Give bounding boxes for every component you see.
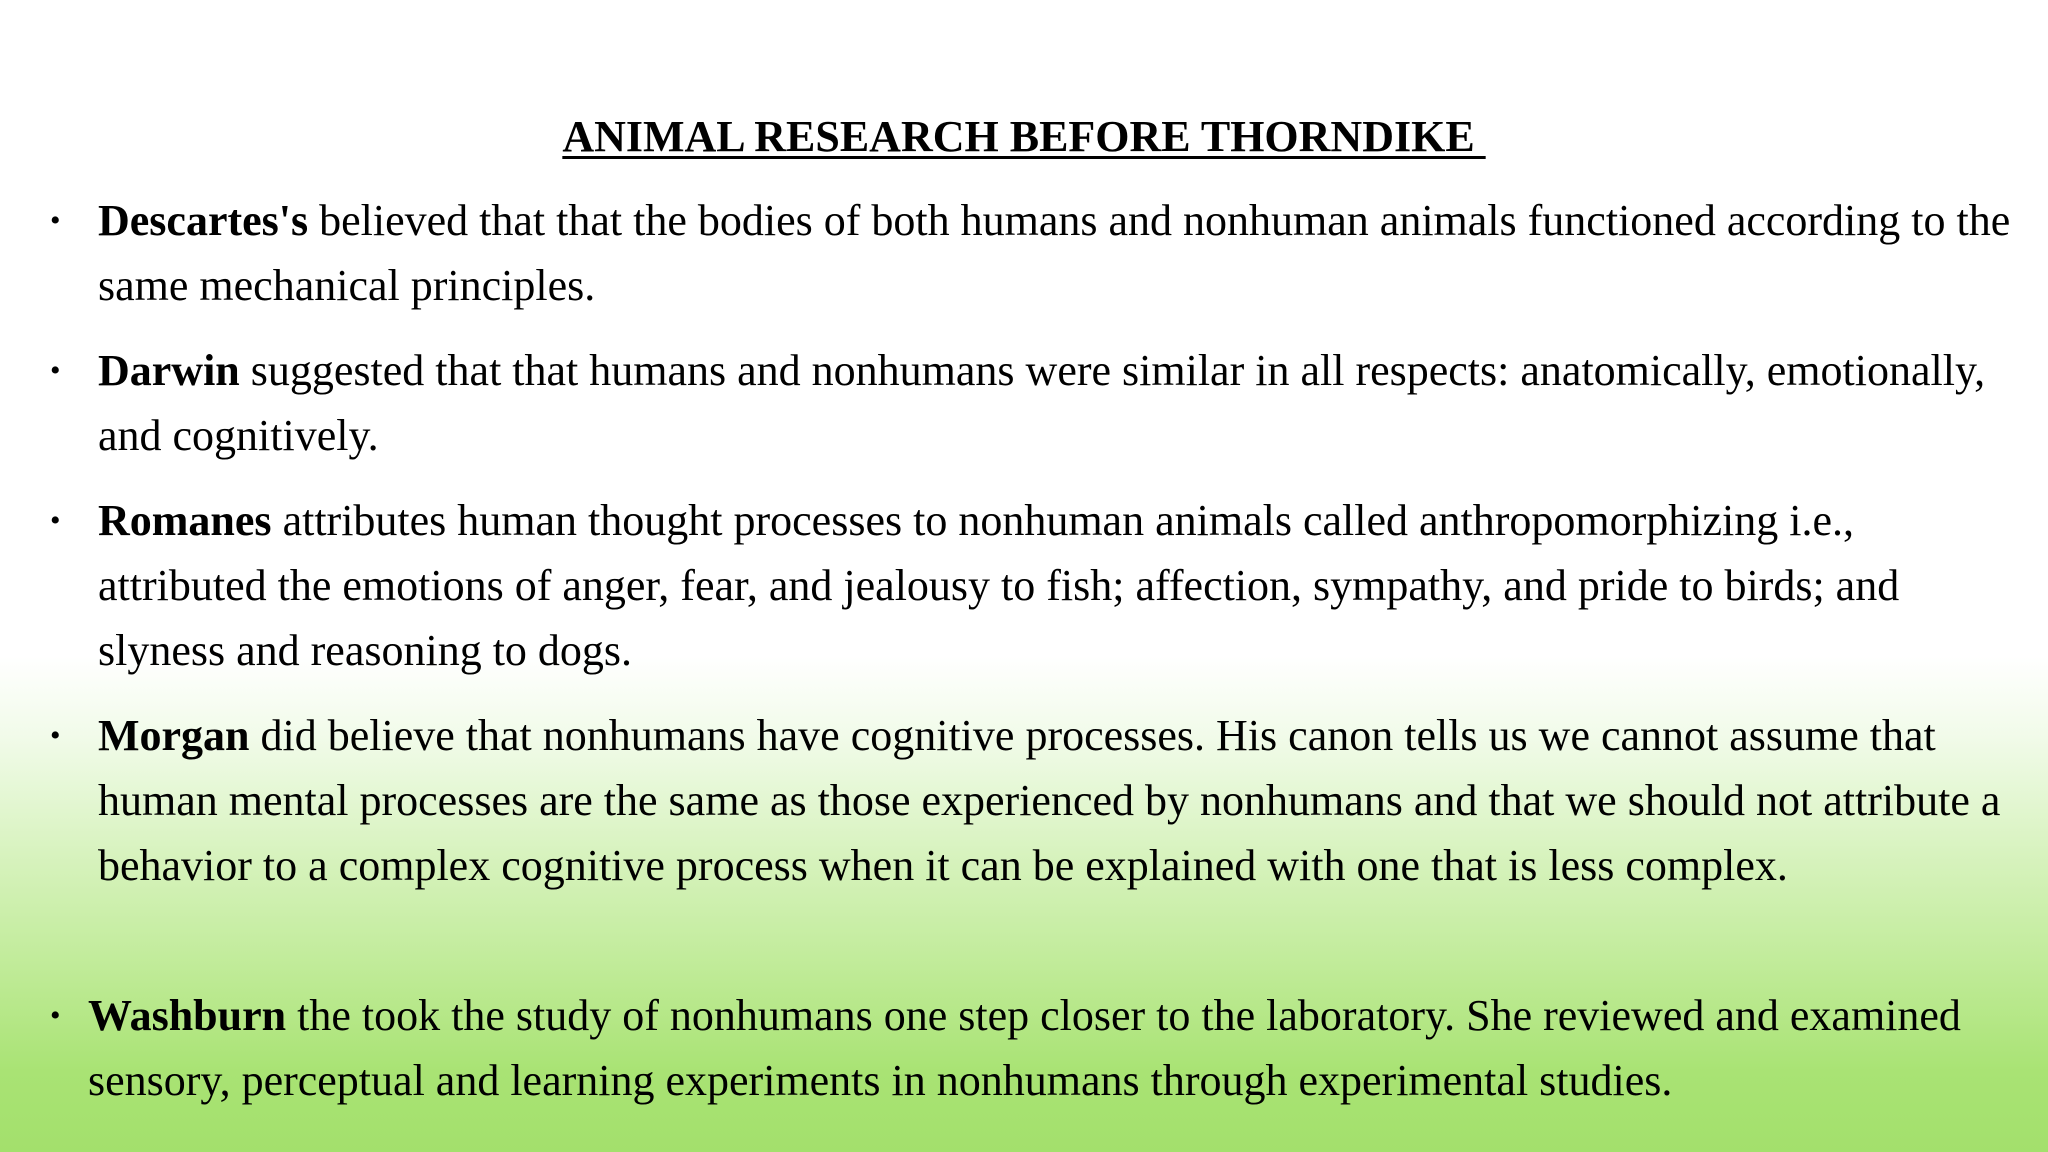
bullet-body: attributes human thought processes to nonhuman animals called anthropomorphizing i.e., attributed the emotions of anger, fear, and jealousy to fish; affection, sympathy, and pride to birds; and slyness and reasoning to dogs. — [98, 496, 1900, 675]
bullet-dot: • — [50, 719, 61, 752]
slide-title: ANIMAL RESEARCH BEFORE THORNDIKE — [562, 112, 1486, 161]
bullet-name: Descartes's — [98, 196, 309, 245]
bullet-body: suggested that that humans and nonhumans were similar in all respects: anatomically, emotionally, and cognitively. — [98, 346, 1986, 460]
bullet-dot: • — [50, 204, 61, 237]
bullet-body: did believe that nonhumans have cognitive processes. His canon tells us we cannot assume that human mental processes are the same as those experienced by nonhumans and that we should not attribute a behavior to a complex cognitive process when it can be explained with one that is less complex. — [98, 711, 2001, 890]
bullet-name: Washburn — [88, 991, 287, 1040]
bullet-body: the took the study of nonhumans one step closer to the laboratory. She reviewed and examined sensory, perceptual and learning experiments in nonhumans through experimental studies. — [88, 991, 1961, 1105]
bullet-text — [88, 983, 2008, 1113]
bullet-dot: • — [50, 999, 61, 1032]
bullet-text — [98, 188, 2018, 318]
bullet-name: Romanes — [98, 496, 272, 545]
bullet-name: Morgan — [98, 711, 250, 760]
bullet-dot: • — [50, 354, 61, 387]
bullet-body: believed that that the bodies of both humans and nonhuman animals functioned according to the same mechanical principles. — [98, 196, 2011, 310]
bullet-name: Darwin — [98, 346, 240, 395]
bullet-text — [98, 488, 2018, 683]
bullet-text — [98, 338, 2018, 468]
bullet-dot: • — [50, 504, 61, 537]
bullet-text — [98, 703, 2018, 898]
